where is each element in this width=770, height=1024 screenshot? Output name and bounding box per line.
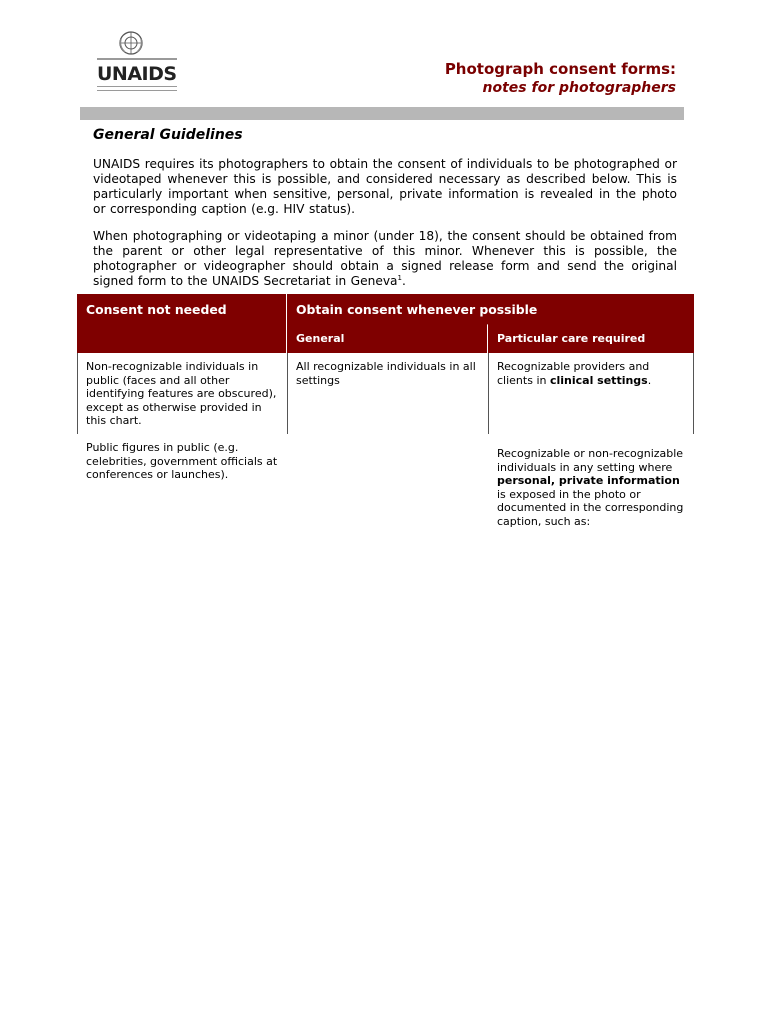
cell-personal-info-end: is exposed in the photo or documented in the corresponding caption, such as:	[497, 487, 684, 528]
cell-clinical-settings-bold: clinical settings	[549, 373, 648, 387]
table-border	[693, 353, 694, 434]
guidelines-paragraph-2	[93, 229, 677, 289]
header-obtain-consent-label: Obtain consent whenever possible	[296, 302, 538, 317]
footnote-marker: 1	[397, 273, 402, 282]
unaids-wordmark: UNAIDS	[97, 63, 177, 85]
section-heading: General Guidelines	[93, 127, 243, 143]
cosponsor-text-line	[97, 86, 177, 87]
paragraph-2-end: .	[401, 274, 406, 288]
header-consent-not-needed	[77, 294, 286, 324]
subheader-particular-care	[488, 324, 694, 353]
subheader-particular-care-label: Particular care required	[497, 332, 646, 345]
cell-public-figures: Public figures in public (e.g. celebrities, government officials at conferences or launches).	[86, 441, 278, 481]
title-block	[445, 60, 676, 98]
header-consent-not-needed-label: Consent not needed	[86, 302, 227, 317]
un-emblem-icon	[118, 30, 144, 56]
cell-personal-information	[497, 447, 689, 528]
table-border	[488, 353, 489, 434]
page-title: Photograph consent forms:	[444, 60, 676, 78]
cell-all-recognizable: All recognizable individuals in all settings	[296, 360, 476, 387]
subheader-general-label: General	[296, 332, 345, 345]
cell-personal-info-bold: personal, private information	[497, 474, 680, 487]
page-subtitle: notes for photographers	[482, 80, 676, 96]
cell-non-recognizable-public: Non-recognizable individuals in public (faces and all other identifying features are obscured), except as otherwise provided in this chart.	[86, 360, 277, 427]
unaids-logo	[97, 30, 179, 94]
paragraph-2-text: When photographing or videotaping a minor (under 18), the consent should be obtained from the parent or other legal representative of this minor. Whenever this is possible, the photographer or videographer should obtain a signed release form and send the original signed form to the UNAIDS Secretariat in Geneva	[93, 229, 677, 288]
table-border	[77, 353, 78, 434]
cell-clinical-settings-end: .	[647, 373, 652, 387]
cosponsor-text-line	[97, 58, 177, 60]
header-divider-bar	[80, 107, 684, 120]
cell-personal-info-text: Recognizable or non-recognizable individuals in any setting where	[497, 447, 684, 474]
cosponsor-text-line	[97, 90, 177, 91]
cell-clinical-settings-text: Recognizable providers and clients in	[497, 360, 650, 387]
subheader-general	[287, 324, 487, 353]
header-consent-not-needed-fill	[77, 324, 286, 353]
header-obtain-consent	[287, 294, 694, 325]
table-border	[287, 353, 288, 434]
guidelines-paragraph-1: UNAIDS requires its photographers to obtain the consent of individuals to be photographed or videotaped whenever this is possible, and considered necessary as described below. This is particularly important when sensitive, personal, private information is revealed in the photo or corresponding caption (e.g. HIV status).	[93, 157, 677, 216]
cell-clinical-settings	[497, 360, 687, 387]
